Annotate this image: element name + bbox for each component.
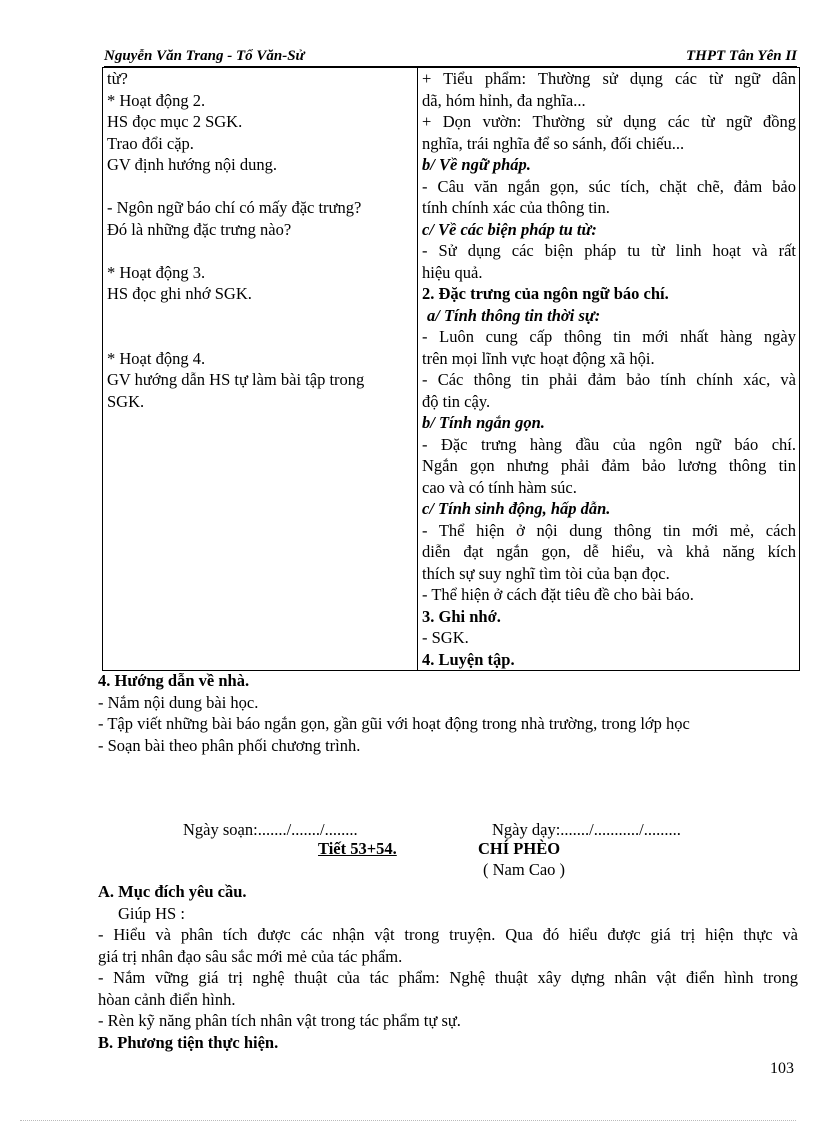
homework-title: 4. Hướng dẫn về nhà. <box>98 671 250 690</box>
page-header <box>104 48 797 67</box>
activities-column <box>103 68 418 671</box>
left-line: GV định hướng nội dung. <box>107 155 277 174</box>
lesson-author: ( Nam Cao ) <box>483 860 566 879</box>
right-line: - Thể hiện ở nội dung thông tin mới mẻ, cách <box>422 520 796 540</box>
right-line: - Sử dụng các biện pháp tu từ linh hoạt và rất <box>422 241 796 260</box>
header-school: THPT Tân Yên II <box>686 48 797 64</box>
section-b-title: B. Phương tiện thực hiện. <box>98 1032 279 1052</box>
left-line: HS đọc mục 2 SGK. <box>107 112 243 131</box>
left-line: Đó là những đặc trưng nào? <box>107 219 292 239</box>
left-line: SGK. <box>107 391 145 411</box>
section-a <box>98 881 798 1053</box>
left-line: * Hoạt động 2. <box>107 90 206 110</box>
section-a-line: giá trị nhân đạo sâu sắc mới mẻ của tác phẩm. <box>98 946 403 966</box>
right-line: cao và có tính hàm súc. <box>422 477 577 497</box>
section-a-intro: Giúp HS : <box>118 903 185 923</box>
section-heading: 3. Ghi nhớ. <box>422 606 501 626</box>
left-line: HS đọc ghi nhớ SGK. <box>107 284 252 303</box>
period-label: Tiết 53+54. <box>318 839 397 858</box>
right-line: dã, hóm hỉnh, đa nghĩa... <box>422 90 586 110</box>
prep-date: Ngày soạn:......./......./........ <box>183 820 358 839</box>
right-line: - SGK. <box>422 628 469 647</box>
right-line: - Câu văn ngắn gọn, súc tích, chặt chẽ, đảm bảo <box>422 176 796 196</box>
page-number: 103 <box>770 1060 794 1077</box>
right-line: nghĩa, trái nghĩa để so sánh, đối chiếu... <box>422 133 685 153</box>
subheading: a/ Tính thông tin thời sự: <box>427 305 601 325</box>
subheading: c/ Tính sinh động, hấp dẫn. <box>422 499 611 518</box>
teach-date: Ngày dạy:......./.........../......... <box>492 820 681 839</box>
right-line: hiệu quả. <box>422 262 483 282</box>
left-line: - Ngôn ngữ báo chí có mấy đặc trưng? <box>107 198 362 217</box>
section-heading: 2. Đặc trưng của ngôn ngữ báo chí. <box>422 284 669 303</box>
right-line: - Đặc trưng hàng đầu của ngôn ngữ báo chí. <box>422 434 796 454</box>
right-line: + Tiểu phẩm: Thường sử dụng các từ ngữ dân <box>422 69 796 88</box>
subheading: b/ Tính ngắn gọn. <box>422 413 545 432</box>
right-line: Ngắn gọn nhưng phải đảm bảo lương thông tin <box>422 456 796 475</box>
right-line: - Thể hiện ở cách đặt tiêu đề cho bài báo. <box>422 585 694 604</box>
right-line: - Luôn cung cấp thông tin mới nhất hàng ngày <box>422 327 796 346</box>
right-line: trên mọi lĩnh vực hoạt động xã hội. <box>422 348 655 368</box>
right-line: thích sự suy nghĩ tìm tòi của bạn đọc. <box>422 563 670 583</box>
homework-item: - Soạn bài theo phân phối chương trình. <box>98 735 361 755</box>
homework-section <box>98 670 798 756</box>
right-line: diễn đạt ngắn gọn, dễ hiểu, và khả năng kích <box>422 542 796 561</box>
section-a-line: hòan cảnh điển hình. <box>98 989 236 1009</box>
left-line: từ? <box>107 69 128 88</box>
section-a-line: - Rèn kỹ năng phân tích nhân vật trong tác phẩm tự sự. <box>98 1011 461 1030</box>
left-line: Trao đổi cặp. <box>107 133 194 153</box>
content-column <box>418 68 800 671</box>
section-a-title: A. Mục đích yêu cầu. <box>98 882 247 901</box>
right-line: + Dọn vườn: Thường sử dụng các từ ngữ đồng <box>422 112 796 131</box>
left-line: * Hoạt động 3. <box>107 262 206 282</box>
page-bottom-border <box>20 1120 796 1121</box>
homework-item: - Nắm nội dung bài học. <box>98 692 259 712</box>
section-heading: 4. Luyện tập. <box>422 649 515 669</box>
right-line: tính chính xác của thông tin. <box>422 198 610 217</box>
section-a-line: - Nắm vững giá trị nghệ thuật của tác phẩm: Nghệ thuật xây dựng nhân vật điển hình trong <box>98 968 798 987</box>
header-authors: Nguyễn Văn Trang - Tổ Văn-Sử <box>104 48 305 64</box>
subheading: b/ Về ngữ pháp. <box>422 155 531 174</box>
right-line: - Các thông tin phải đảm bảo tính chính xác, và <box>422 370 796 389</box>
subheading: c/ Về các biện pháp tu từ: <box>422 219 597 239</box>
left-line: GV hướng dẫn HS tự làm bài tập trong <box>107 370 365 389</box>
section-a-line: - Hiểu và phân tích được các nhận vật trong truyện. Qua đó hiểu được giá trị hiện thực và <box>98 925 798 944</box>
right-line: độ tin cậy. <box>422 391 491 411</box>
homework-item: - Tập viết những bài báo ngắn gọn, gần gũi với hoạt động trong nhà trường, trong lớp học <box>98 714 690 733</box>
lesson-title: CHÍ PHÈO <box>478 839 561 858</box>
lesson-table <box>102 67 800 671</box>
left-line: * Hoạt động 4. <box>107 348 206 368</box>
